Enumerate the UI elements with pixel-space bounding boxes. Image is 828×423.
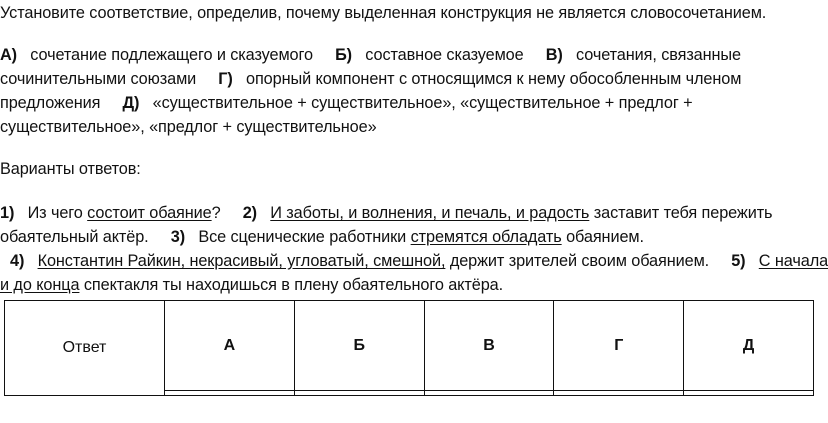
sentence-2-post: заставит тебя пережить	[593, 204, 773, 222]
answer-header-a: А	[165, 301, 295, 391]
options-line-2	[0, 68, 741, 90]
sentence-4-number: 4)	[10, 252, 25, 270]
answer-cell-b[interactable]	[294, 391, 424, 396]
answer-table	[4, 300, 814, 396]
sentence-3-post: обаянием.	[566, 228, 644, 246]
sentence-5-post: спектакля ты находишься в плену обаятельного актёра.	[83, 276, 504, 294]
sentence-1-pre: Из чего	[27, 204, 83, 222]
answer-cell-d[interactable]	[684, 391, 814, 396]
answer-header-v: В	[424, 301, 554, 391]
option-g-text-cont: предложения	[0, 94, 101, 112]
sentence-3-highlight: стремятся обладать	[410, 228, 562, 246]
option-b-letter: Б)	[335, 46, 352, 64]
answer-cell-a[interactable]	[165, 391, 295, 396]
sentence-4-highlight: Константин Райкин, некрасивый, угловатый, смешной,	[37, 252, 446, 270]
answer-cell-g[interactable]	[554, 391, 684, 396]
option-v-text: сочетания, связанные	[576, 46, 741, 64]
option-g-text: опорный компонент с относящимся к нему обособленным членом	[246, 70, 742, 88]
answers-heading: Варианты ответов:	[0, 160, 141, 178]
answer-header-g: Г	[554, 301, 684, 391]
sentence-2-number: 2)	[242, 204, 257, 222]
sentence-5-highlight-cont: и до конца	[0, 276, 80, 294]
task-text: Установите соответствие, определив, почему выделенная конструкция не является словосочетанием.	[0, 4, 767, 22]
option-g-letter: Г)	[218, 70, 233, 88]
sentence-1-post: ?	[211, 204, 221, 222]
sentence-2-cont: обаятельный актёр.	[0, 228, 149, 246]
option-d-text-cont: существительное», «предлог + существительное»	[0, 118, 377, 136]
sentence-5-highlight: С начала	[758, 252, 828, 270]
option-v-letter: В)	[545, 46, 563, 64]
sentence-4-post: держит зрителей своим обаянием.	[449, 252, 710, 270]
option-a-text: сочетание подлежащего и сказуемого	[30, 46, 313, 64]
answer-header-d: Д	[684, 301, 814, 391]
answer-header-b: Б	[294, 301, 424, 391]
sentence-1-highlight: состоит обаяние	[87, 204, 212, 222]
answer-table-header-row	[5, 301, 814, 391]
sentence-2-highlight: И заботы, и волнения, и печаль, и радость	[270, 204, 590, 222]
option-b-text: составное сказуемое	[365, 46, 524, 64]
sentences-line-4	[0, 274, 503, 296]
options-line-4	[0, 116, 377, 138]
sentence-5-number: 5)	[731, 252, 746, 270]
sentences-line-2	[0, 226, 644, 248]
option-v-text-cont: сочинительными союзами	[0, 70, 197, 88]
options-line-1	[0, 44, 741, 66]
sentence-3-number: 3)	[170, 228, 186, 246]
option-a-letter: А)	[0, 46, 17, 64]
sentence-1-number: 1)	[0, 204, 15, 222]
option-d-letter: Д)	[122, 94, 140, 112]
option-d-text: «существительное + существительное», «существительное + предлог +	[152, 94, 693, 112]
sentence-3-pre: Все сценические работники	[198, 228, 407, 246]
answer-cell-v[interactable]	[424, 391, 554, 396]
answer-row-label: Ответ	[5, 301, 165, 396]
options-line-3	[0, 92, 693, 114]
sentences-line-1	[0, 202, 772, 224]
sentences-line-3	[10, 250, 828, 272]
